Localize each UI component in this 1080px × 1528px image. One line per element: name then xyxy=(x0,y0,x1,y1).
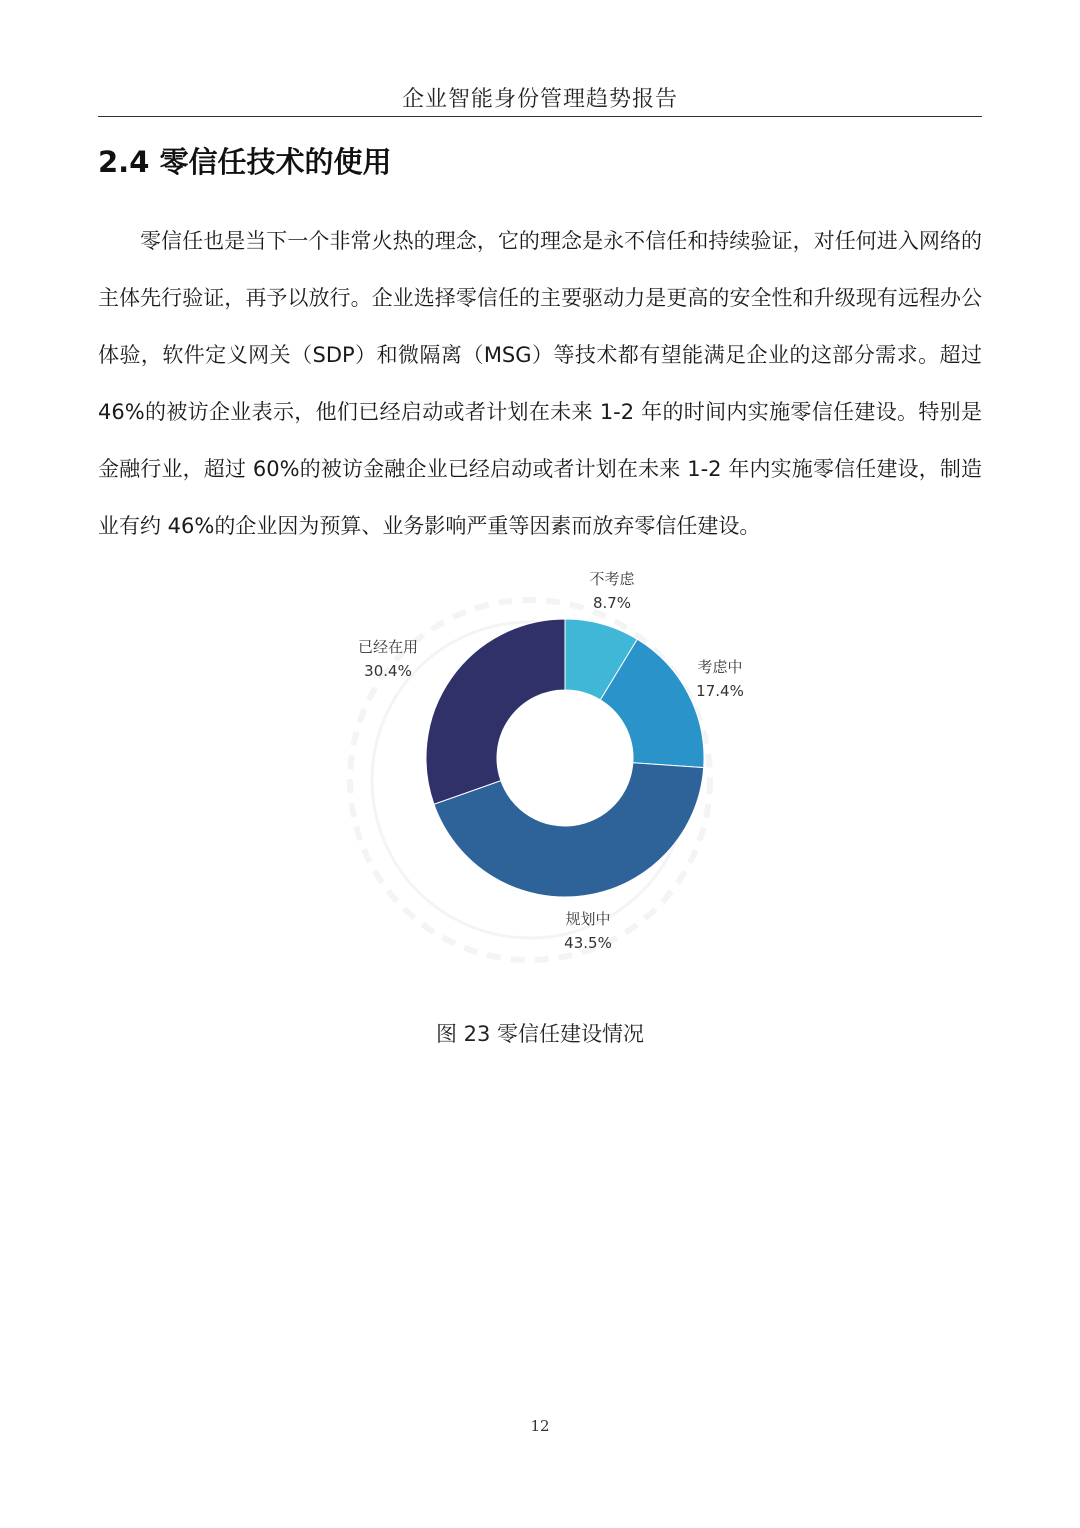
slice-value-3: 43.5% xyxy=(564,934,612,952)
zero-trust-donut-chart xyxy=(300,560,780,970)
slice-value-1: 8.7% xyxy=(592,594,632,612)
section-heading: 2.4 零信任技术的使用 xyxy=(98,145,392,179)
slice-label-3: 规划中 xyxy=(565,910,611,928)
slice-label-2: 考虑中 xyxy=(697,658,743,676)
page-number: 12 xyxy=(530,1417,550,1435)
donut-slices xyxy=(426,619,704,897)
report-header-title: 企业智能身份管理趋势报告 xyxy=(401,87,678,112)
section-paragraph: 零信任也是当下一个非常火热的理念，它的理念是永不信任和持续验证，对任何进入网络的主体先行验证，再予以放行。企业选择零信任的主要驱动力是更高的安全性和升级现有远程办公体验，软件定义网关（SDP）和微隔离（MSG）等技术都有望能满足企业的这部分需求。超过 46%的被访企业表示，他们已经启动或者计划在未来 1-2 年的时间内实施零信任建设。特别是金融行业，超过 60%的被访金融企业已经启动或者计划在未来 1-2 年内实施零信任建设，制造业有约 46%的企业因为预算、业务影响严重等因素而放弃零信任建设。 xyxy=(98,229,982,538)
slice-label-1: 不考虑 xyxy=(589,570,635,588)
figure-caption: 图 23 零信任建设情况 xyxy=(435,1022,645,1046)
slice-label-4: 已经在用 xyxy=(357,638,419,656)
slice-value-4: 30.4% xyxy=(364,662,412,680)
header-divider xyxy=(98,116,982,117)
slice-value-2: 17.4% xyxy=(696,682,744,700)
